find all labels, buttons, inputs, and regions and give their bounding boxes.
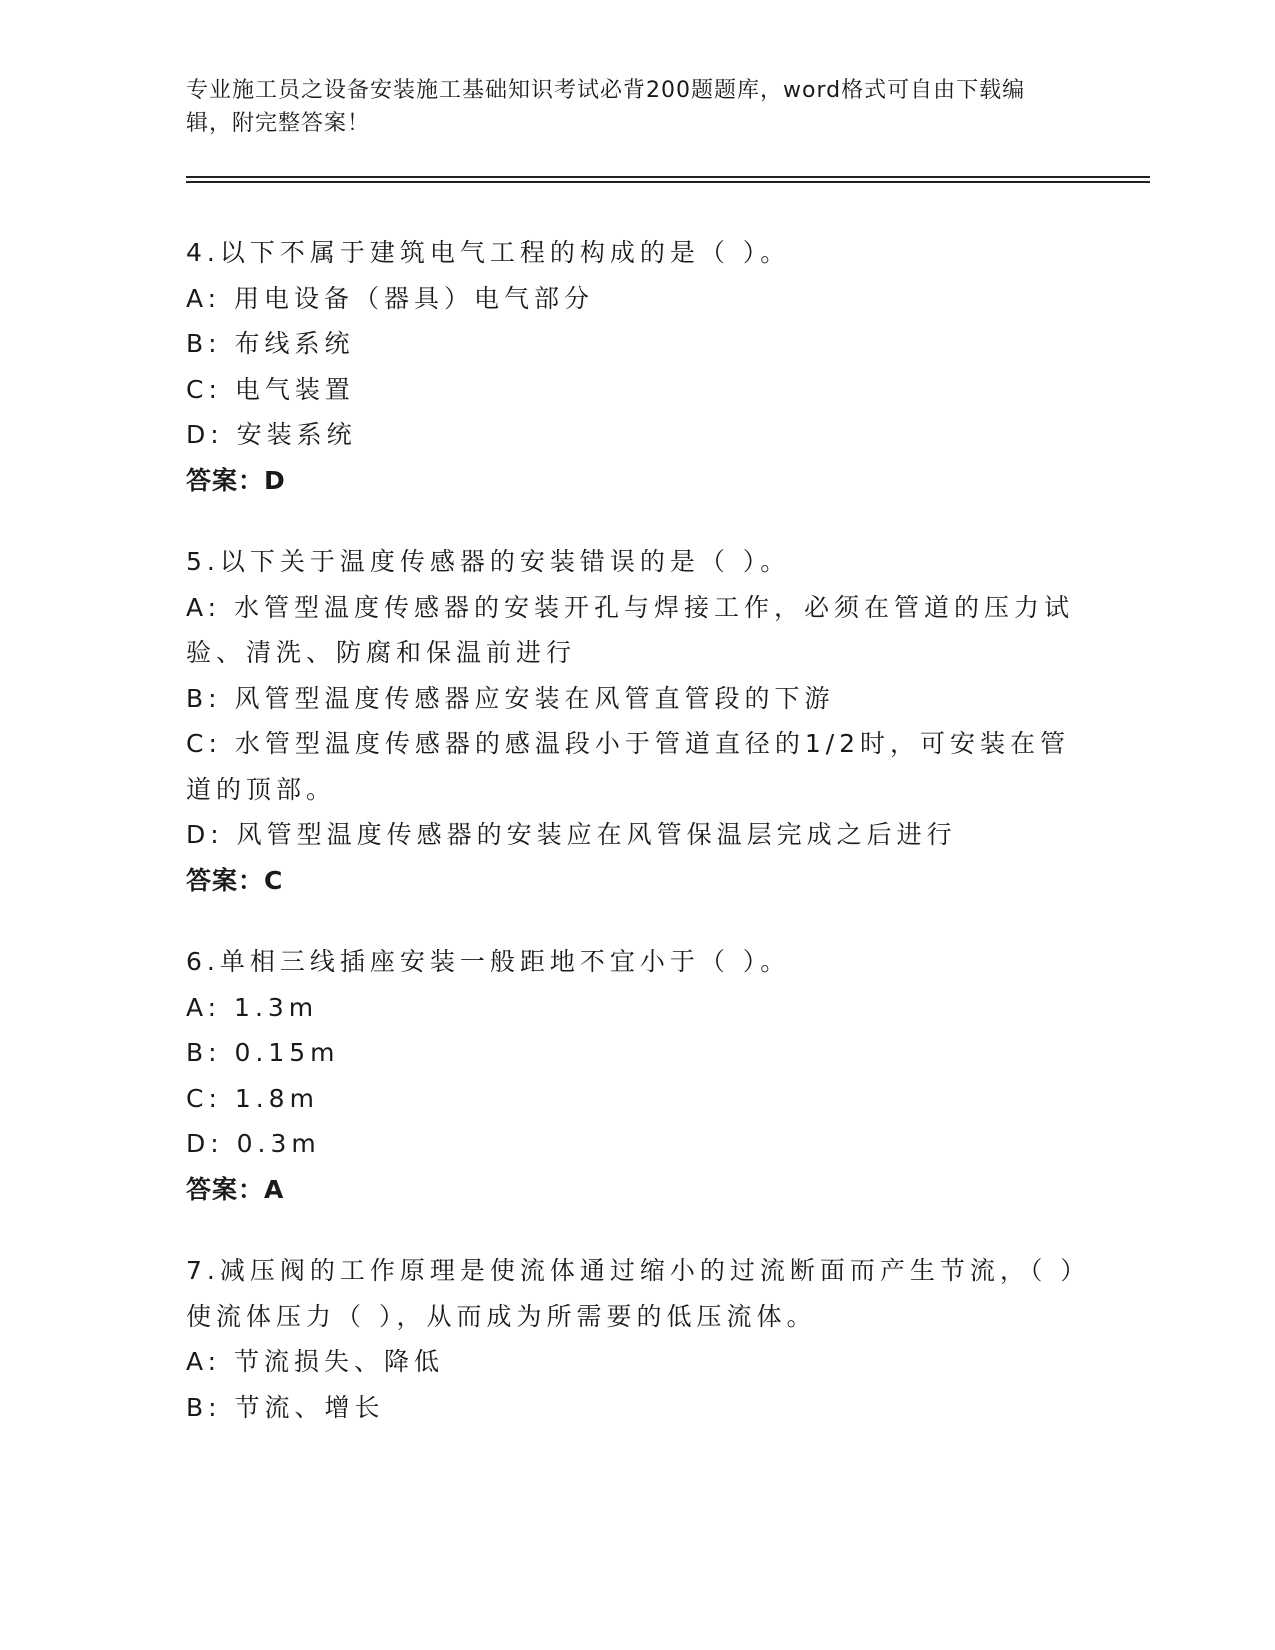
option-a: A: 节流损失、降低 [186, 1347, 445, 1376]
option-a: A: 用电设备（器具）电气部分 [186, 283, 595, 313]
question-stem: 7.减压阀的工作原理是使流体通过缩小的过流断面而产生节流，（ ）使流体压力（ ），从而成为所需要的低压流体。 [186, 1256, 1078, 1331]
option-a: A: 1.3m [186, 992, 319, 1022]
answer-text: 答案：D [186, 465, 286, 495]
option-a: A: 水管型温度传感器的安装开孔与焊接工作，必须在管道的压力试验、清洗、防腐和保温前进行 [186, 592, 1075, 667]
option-b: B: 风管型温度传感器应安装在风管直管段的下游 [186, 683, 835, 713]
option-d: D: 风管型温度传感器的安装应在风管保温层完成之后进行 [186, 820, 957, 849]
answer-text: 答案：C [186, 865, 284, 895]
question-item [186, 539, 1086, 903]
question-item [186, 230, 1086, 503]
answer-text: 答案：A [186, 1174, 285, 1204]
option-c: C: 水管型温度传感器的感温段小于管道直径的1/2时，可安装在管道的顶部。 [186, 729, 1071, 804]
header-divider-bottom [186, 181, 1150, 183]
option-d: D: 安装系统 [186, 420, 357, 449]
question-item [186, 1248, 1086, 1430]
question-stem: 4.以下不属于建筑电气工程的构成的是（ ）。 [186, 238, 791, 267]
question-item [186, 939, 1086, 1212]
option-d: D: 0.3m [186, 1129, 321, 1158]
question-stem: 5.以下关于温度传感器的安装错误的是（ ）。 [186, 547, 791, 576]
option-b: B: 布线系统 [186, 329, 355, 358]
option-b: B: 节流、增长 [186, 1392, 385, 1422]
option-b: B: 0.15m [186, 1038, 340, 1067]
question-list [186, 230, 1086, 1466]
question-stem: 6.单相三线插座安装一般距地不宜小于（ ）。 [186, 947, 791, 976]
header-divider-top [186, 176, 1150, 178]
document-header: 专业施工员之设备安装施工基础知识考试必背200题题库，word格式可自由下载编辑，附完整答案！ [186, 78, 1026, 136]
option-c: C: 1.8m [186, 1083, 319, 1113]
option-c: C: 电气装置 [186, 374, 355, 404]
